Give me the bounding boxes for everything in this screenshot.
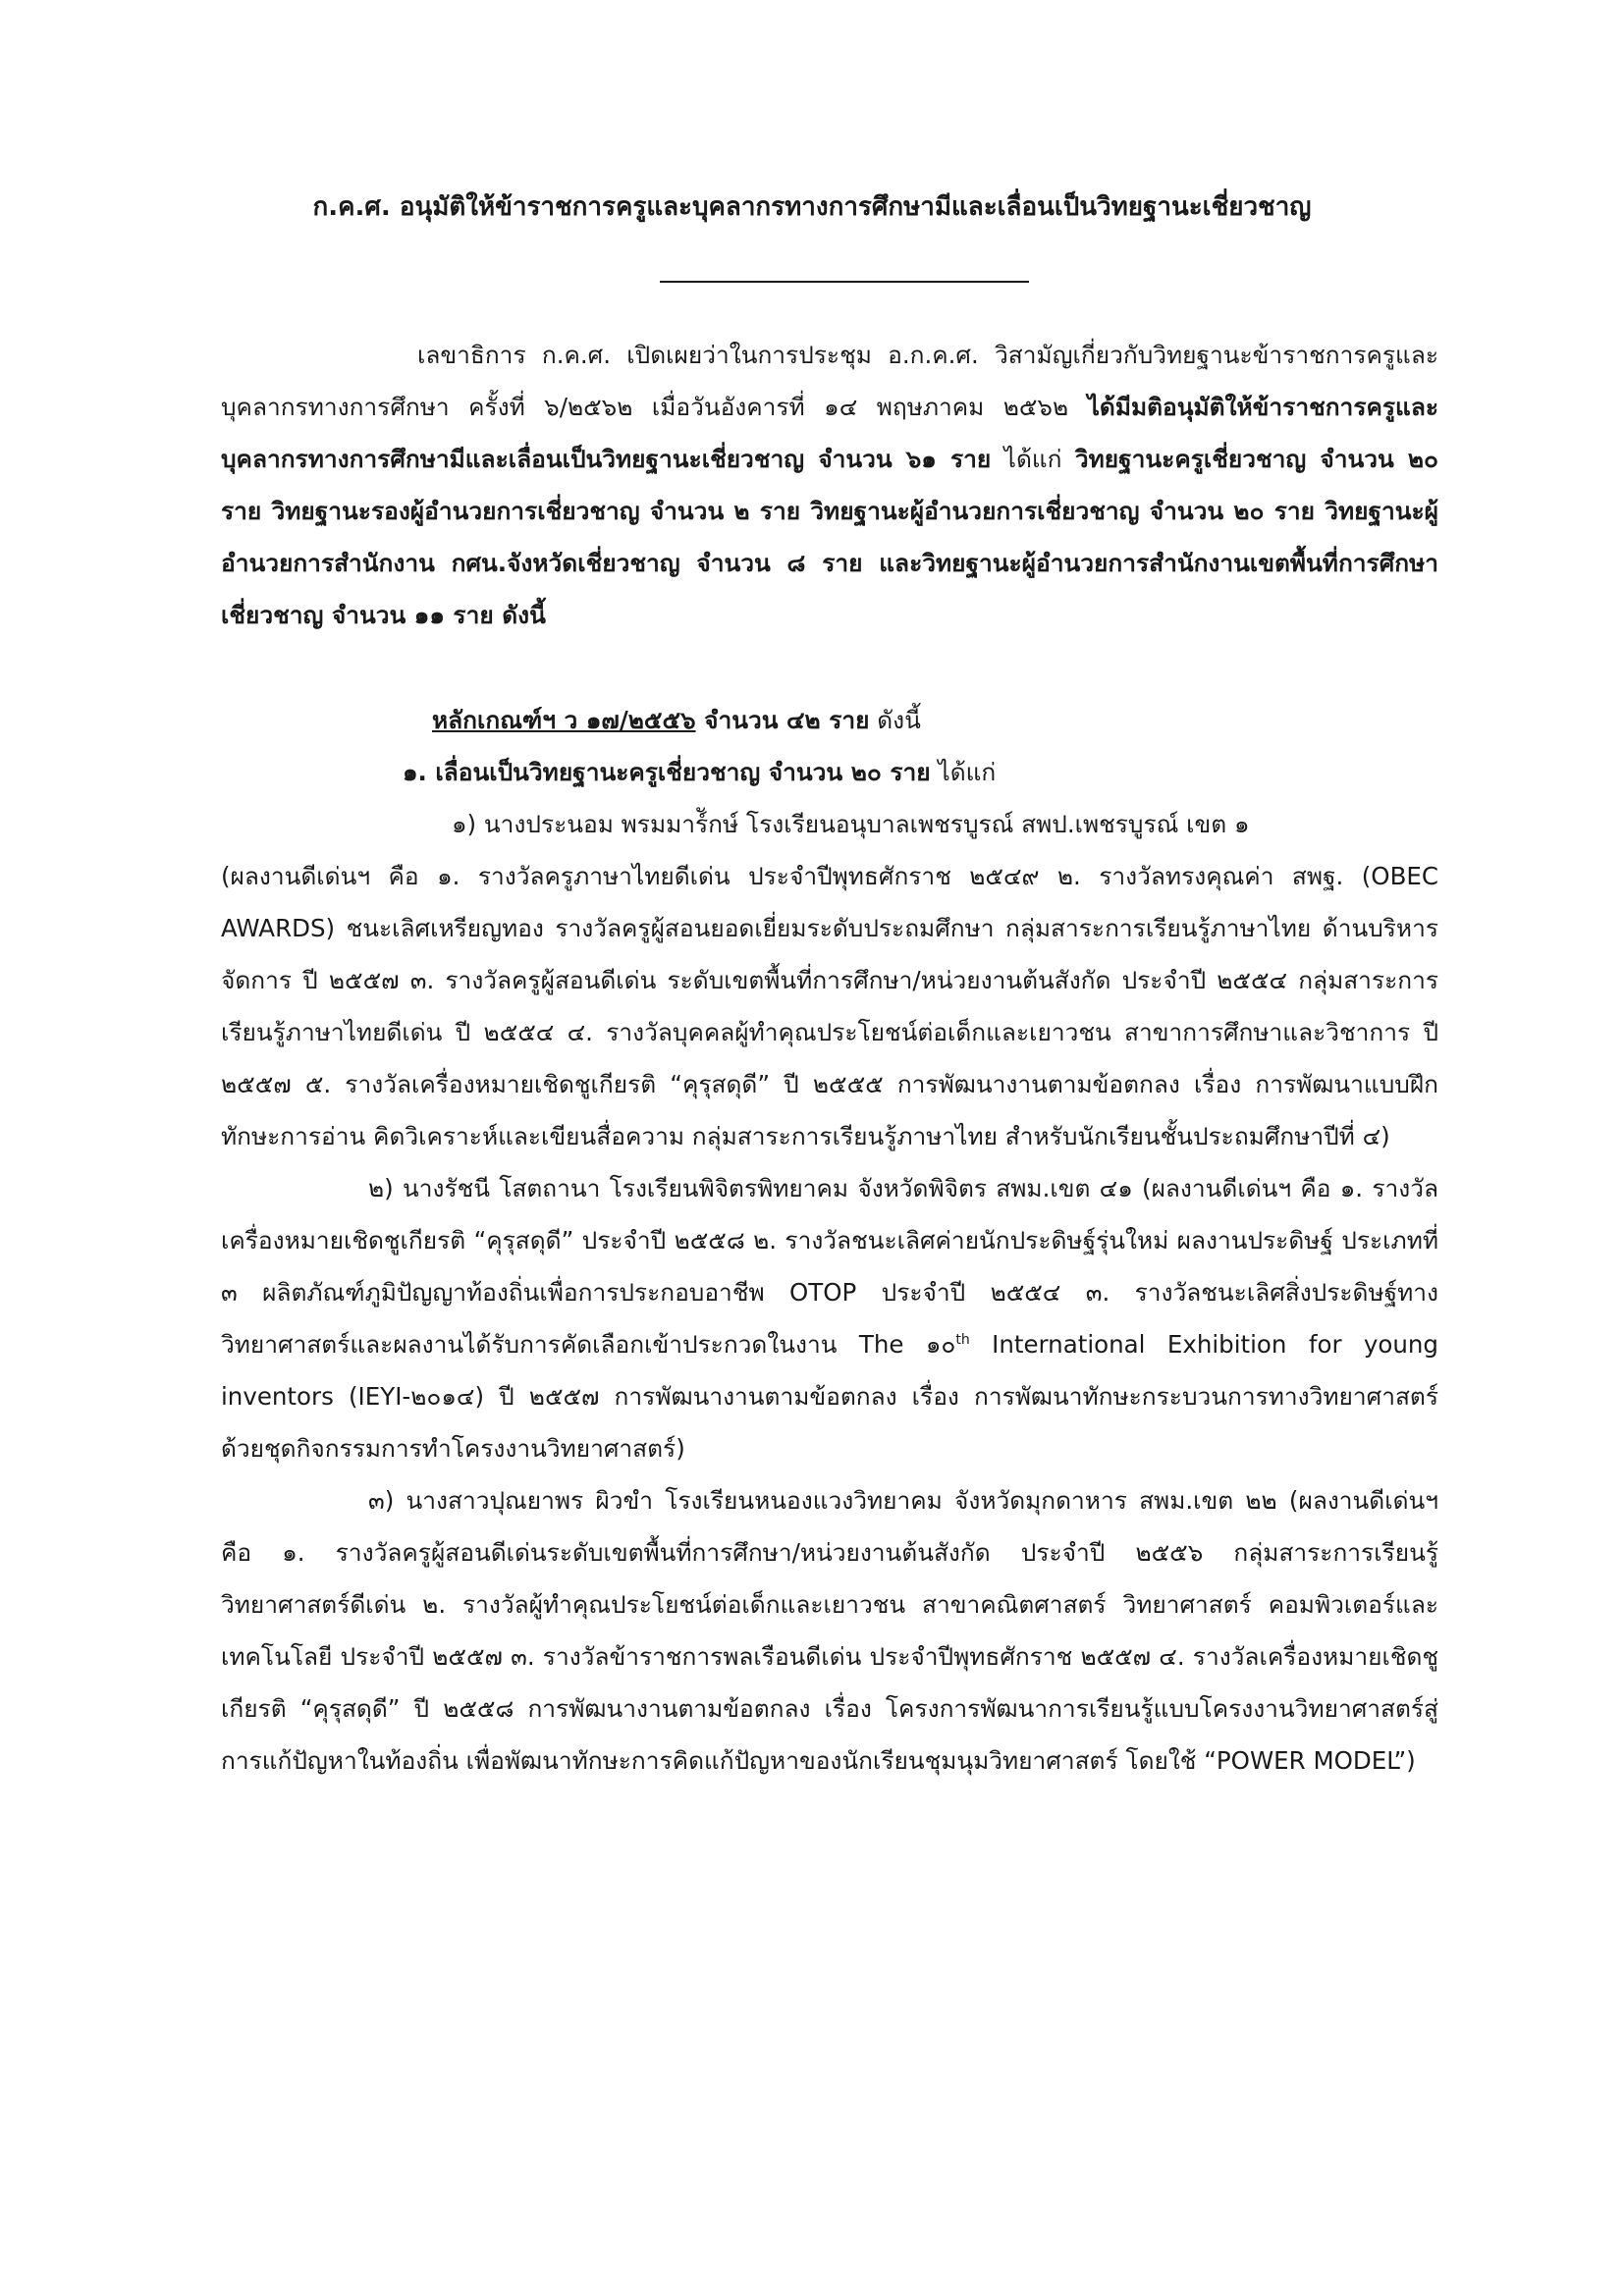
entry-2-superscript: th — [955, 1331, 970, 1348]
entry-2-text-pre: ๒) นางรัชนี โสตถานา โรงเรียนพิจิตรพิทยาคม จังหวัดพิจิตร สพม.เขต ๔๑ (ผลงานดีเด่นฯ คือ ๑. รางวัลเครื่องหมายเชิดชูเกียรติ “คุรุสดุดี” ประจำปี ๒๕๕๘ ๒. รางวัลชนะเลิศค่ายนักประดิษฐ์รุ่นใหม่ ผลงานประดิษฐ์ ประเภทที่ ๓ ผลิตภัณฑ์ภูมิปัญญาท้องถิ่นเพื่อการประกอบอาชีพ OTOP ประจำปี ๒๕๕๔ ๓. รางวัลชนะเลิศสิ่งประดิษฐ์ทางวิทยาศาสตร์และผลงานได้รับการคัดเลือกเข้าประกวดในงาน The ๑๐ — [221, 1174, 1438, 1359]
entry-1-head: ๑) นางประนอม พรมมาร์ักษ์ โรงเรียนอนุบาลเพชรบูรณ์ สพป.เพชรบูรณ์ เขต ๑ — [452, 810, 1250, 838]
intro-bold-2: วิทยฐานะครูเชี่ยวชาญ จำนวน ๒๐ ราย วิทยฐานะรองผู้อำนวยการเชี่ยวชาญ จำนวน ๒ ราย วิทยฐานะผู้อำนวยการเชี่ยวชาญ จำนวน ๒๐ ราย วิทยฐานะผู้อำนวยการสำนักงาน กศน.จังหวัดเชี่ยวชาญ จำนวน ๘ ราย และวิทยฐานะผู้อำนวยการสำนักงานเขตพื้นที่การศึกษาเชี่ยวชาญ จำนวน ๑๑ ราย ดังนี้ — [221, 445, 1438, 629]
criteria-underlined: หลักเกณฑ์ฯ ว ๑๗/๒๕๕๖ — [432, 706, 696, 734]
document-title: ก.ค.ศ. อนุมัติให้ข้าราชการครูและบุคลากรทางการศึกษามีและเลื่อนเป็นวิทยฐานะเชี่ยวชาญ — [312, 192, 1312, 222]
entry-2 — [221, 1162, 1438, 1474]
document-body — [221, 329, 1438, 1787]
entry-1-body: (ผลงานดีเด่นฯ คือ ๑. รางวัลครูภาษาไทยดีเด่น ประจำปีพุทธศักราช ๒๕๔๙ ๒. รางวัลทรงคุณค่า สพฐ. (OBEC AWARDS) ชนะเลิศเหรียญทอง รางวัลครูผู้สอนยอดเยี่ยมระดับประถมศึกษา กลุ่มสาระการเรียนรู้ภาษาไทย ด้านบริหารจัดการ ปี ๒๕๕๗ ๓. รางวัลครูผู้สอนดีเด่น ระดับเขตพื้นที่การศึกษา/หน่วยงานต้นสังกัด ประจำปี ๒๕๕๔ กลุ่มสาระการเรียนรู้ภาษาไทยดีเด่น ปี ๒๕๕๔ ๔. รางวัลบุคคลผู้ทำคุณประโยชน์ต่อเด็กและเยาวชน สาขาการศึกษาและวิชาการ ปี ๒๕๕๗ ๕. รางวัลเครื่องหมายเชิดชูเกียรติ “คุรุสดุดี” ปี ๒๕๕๕ การพัฒนางานตามข้อตกลง เรื่อง การพัฒนาแบบฝึกทักษะการอ่าน คิดวิเคราะห์และเขียนสื่อความ กลุ่มสาระการเรียนรู้ภาษาไทย สำหรับนักเรียนชั้นประถมศึกษาปีที่ ๔) — [221, 862, 1438, 1150]
entry-2-text-post: International Exhibition for young inventors (IEYI-๒๐๑๔) ปี ๒๕๕๗ การพัฒนางานตามข้อตกลง เรื่อง การพัฒนาทักษะกระบวนการทางวิทยาศาสตร์ด้วยชุดกิจกรรมการทำโครงงานวิทยาศาสตร์) — [221, 1330, 1438, 1463]
intro-paragraph — [221, 329, 1438, 641]
entry-3: ๓) นางสาวปุณยาพร ผิวขำ โรงเรียนหนองแวงวิทยาคม จังหวัดมุกดาหาร สพม.เขต ๒๒ (ผลงานดีเด่นฯ คือ ๑. รางวัลครูผู้สอนดีเด่นระดับเขตพื้นที่การศึกษา/หน่วยงานต้นสังกัด ประจำปี ๒๕๕๖ กลุ่มสาระการเรียนรู้วิทยาศาสตร์ดีเด่น ๒. รางวัลผู้ทำคุณประโยชน์ต่อเด็กและเยาวชน สาขาคณิตศาสตร์ วิทยาศาสตร์ คอมพิวเตอร์และเทคโนโลยี ประจำปี ๒๕๕๗ ๓. รางวัลข้าราชการพลเรือนดีเด่น ประจำปีพุทธศักราช ๒๕๕๗ ๔. รางวัลเครื่องหมายเชิดชูเกียรติ “คุรุสดุดี” ปี ๒๕๕๘ การพัฒนางานตามข้อตกลง เรื่อง โครงการพัฒนาการเรียนรู้แบบโครงงานวิทยาศาสตร์สู่การแก้ปัญหาในท้องถิ่น เพื่อพัฒนาทักษะการคิดแก้ปัญหาของนักเรียนชุมนุมวิทยาศาสตร์ โดยใช้ “POWER MODEL”) — [221, 1486, 1438, 1775]
criteria-heading — [221, 694, 1438, 746]
criteria-count: จำนวน ๔๒ ราย — [695, 706, 870, 734]
intro-text-2: ได้แก่ — [991, 445, 1075, 473]
section-1-heading — [221, 746, 1438, 798]
section-1-rest: ได้แก่ — [930, 758, 997, 786]
intro-text-1: เลขาธิการ ก.ค.ศ. เปิดเผยว่าในการประชุม อ.ก.ค.ศ. วิสามัญเกี่ยวกับวิทยฐานะข้าราชการครูและบุคลากรทางการศึกษา ครั้งที่ ๖/๒๕๖๒ เมื่อวันอังคารที่ ๑๔ พฤษภาคม ๒๕๖๒ — [221, 341, 1438, 421]
criteria-rest: ดังนี้ — [869, 706, 921, 734]
intro-bold-1: ได้มีมติอนุมัติให้ข้าราชการครูและบุคลากรทางการศึกษามีและเลื่อนเป็นวิทยฐานะเชี่ยวชาญ จำนวน ๖๑ ราย — [221, 393, 1438, 473]
title-underline-divider — [660, 281, 1029, 283]
section-1-bold: ๑. เลื่อนเป็นวิทยฐานะครูเชี่ยวชาญ จำนวน ๒๐ ราย — [403, 758, 931, 786]
